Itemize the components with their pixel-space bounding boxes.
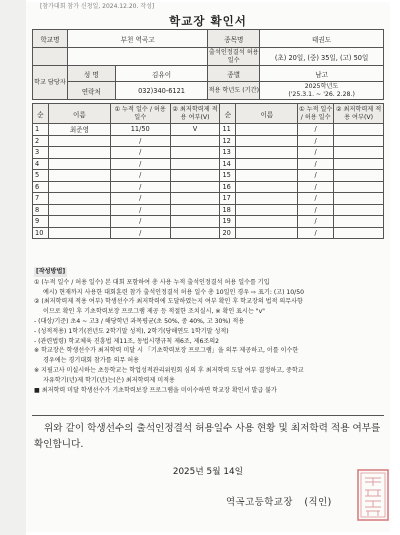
row-name <box>48 193 110 205</box>
period-year: 2025학년도 <box>304 83 339 90</box>
table-row <box>33 181 384 193</box>
table-row <box>33 147 384 159</box>
principal-signature <box>226 494 332 508</box>
row-no: 18 <box>220 204 236 216</box>
row-days: / <box>110 181 170 193</box>
row-min-check <box>170 158 220 170</box>
sport-label: 종목명 <box>208 30 260 48</box>
allowed-days-label: 출석인정결석 허용 일수 <box>208 49 259 64</box>
col-days: ① 누적 일수 / 허용 일수 <box>110 104 170 124</box>
note-5: - (관련법령) 학교체육 진흥법 제11조, 동법시행규칙 제6조, 제6조의2 <box>34 337 220 345</box>
school-name-label: 학교명 <box>33 30 68 48</box>
category-value: 남고 <box>260 66 384 82</box>
note-2-cont: 이므로 확인 후 기초학력보장 프로그램 제공 등 적절한 조치실시, ※ 확인 표시는 "v" <box>43 308 265 316</box>
row-no: 4 <box>33 158 49 170</box>
row-name <box>236 147 298 159</box>
note-1: ① (누적 일수 / 허용 일수) 본 대회 포함하여 총 사용 누적 출석인정결석 허용 일수를 기입 <box>34 278 270 286</box>
note-3: - (대상/기준) 초4 ~ 고3 / 해당학년 과목평균(초 50%, 중 40%, 고 30%) 적용 <box>34 317 245 325</box>
row-days: / <box>298 181 334 193</box>
row-name <box>236 216 298 228</box>
row-min-check <box>170 204 220 216</box>
row-no: 8 <box>33 204 49 216</box>
row-min-check <box>170 147 220 159</box>
row-days: / <box>110 193 170 205</box>
col-name: 이름 <box>48 104 110 124</box>
row-min-check <box>334 216 384 228</box>
col-min: ② 최저학력제 적용 여부(V) <box>170 104 220 124</box>
document-title: 학교장 확인서 <box>169 14 247 28</box>
note-6-cont: 경우에는 경기대회 참가를 의무 허용 <box>43 357 140 365</box>
table-row <box>33 204 384 216</box>
row-no: 11 <box>220 124 236 136</box>
note-7: ※ 지필고사 미실시하는 초등학교는 학업성적관리위원회 심의 후 최저학력 도달 여부 결정하고, 중학교 <box>34 366 304 374</box>
row-days: / <box>110 158 170 170</box>
row-no: 7 <box>33 193 49 205</box>
teacher-label: 학교 담당자 <box>33 66 68 100</box>
row-min-check <box>334 193 384 205</box>
note-2: ② (최저학력제 적용 여부) 학생선수가 최저학력에 도달하였는지 여부 확인 후 학교장의 법적 의무사항 <box>34 298 303 306</box>
row-name <box>48 135 110 147</box>
desk-edge <box>0 0 26 535</box>
header-strip: [참가대회 참가 신청일, 2024.12.20. 작성] <box>40 3 155 10</box>
col-no: 순 <box>33 104 49 124</box>
category-label: 종별 <box>208 66 260 82</box>
row-min-check <box>170 216 220 228</box>
table-row <box>33 193 384 205</box>
period-label: 적용 학년도 (기간) <box>208 82 260 100</box>
row-min-check <box>334 170 384 182</box>
row-no: 12 <box>220 135 236 147</box>
col-name-2: 이름 <box>236 104 298 124</box>
document-page <box>26 2 390 532</box>
contact-label: 연락처 <box>67 82 115 100</box>
row-name <box>48 227 110 239</box>
row-no: 10 <box>33 227 49 239</box>
note-7-cont: 자유학기(년)제 학기(년)는(은) 최저학력제 미적용 <box>43 376 175 384</box>
school-principal: 역곡고등학교장 <box>226 497 293 508</box>
row-name <box>48 158 110 170</box>
teacher-name: 김유이 <box>115 66 208 82</box>
row-name <box>48 216 110 228</box>
row-min-check <box>170 227 220 239</box>
row-min-check <box>334 124 384 136</box>
school-seal-stamp <box>356 468 390 522</box>
row-name <box>48 181 110 193</box>
row-min-check <box>170 181 220 193</box>
row-no: 16 <box>220 181 236 193</box>
row-min-check <box>170 170 220 182</box>
confirmation-statement: 위와 같이 학생선수의 출석인정결석 허용일수 사용 현황 및 최저학력 적용 여부를 확인합니다. <box>34 423 381 450</box>
col-min-2: ② 최저학력제 적용 여부(V) <box>334 104 384 124</box>
row-min-check <box>334 135 384 147</box>
note-4: - (성적적용) 1학기(전년도 2학기말 성적), 2학기(당해연도 1학기말 성적) <box>34 327 229 335</box>
table-row <box>33 227 384 239</box>
row-days: / <box>298 135 334 147</box>
row-days: / <box>298 193 334 205</box>
row-min-check <box>334 227 384 239</box>
row-min-check: V <box>170 124 220 136</box>
row-no: 15 <box>220 170 236 182</box>
row-min-check <box>170 193 220 205</box>
note-8: ■ 최저학력 미달 학생선수가 기초학력보장 프로그램을 미이수하면 학교장 확인서 발급 불가 <box>34 386 277 394</box>
attendance-records-table <box>32 103 384 239</box>
row-days: / <box>110 147 170 159</box>
table-row <box>33 135 384 147</box>
row-name <box>236 204 298 216</box>
period-range: ('25.3.1. ~ '26. 2.28.) <box>288 90 355 98</box>
row-no: 20 <box>220 227 236 239</box>
col-days-2: ① 누적 일수 / 허용 일수 <box>298 104 334 124</box>
row-no: 2 <box>33 135 49 147</box>
row-no: 6 <box>33 181 49 193</box>
writing-instructions <box>34 267 386 395</box>
contact-value: 032)340-6121 <box>115 82 208 100</box>
row-name <box>236 193 298 205</box>
period-value <box>260 82 384 100</box>
row-days: / <box>298 158 334 170</box>
row-no: 13 <box>220 147 236 159</box>
school-info-table <box>32 29 384 100</box>
row-days: / <box>110 216 170 228</box>
row-min-check <box>334 204 384 216</box>
row-days: / <box>298 124 334 136</box>
note-1-example: 예시) 현재까지 사용한 대회훈련 참가 출석인정결석 허용 일수 총 10일인 경우 ⇨ 표기: (고) 10/50 <box>43 288 304 296</box>
row-days: / <box>298 170 334 182</box>
row-no: 14 <box>220 158 236 170</box>
row-days: / <box>298 216 334 228</box>
row-no: 5 <box>33 170 49 182</box>
row-name: 최준영 <box>48 124 110 136</box>
issue-date: 2025년 5월 14일 <box>172 467 244 477</box>
row-name <box>236 227 298 239</box>
row-name <box>236 124 298 136</box>
note-6: ※ 학교장은 학생선수가 최저학력 미달 시 「기초학력보장 프로그램」을 의무 제공하고, 이를 이수한 <box>34 347 299 355</box>
row-no: 3 <box>33 147 49 159</box>
row-days: / <box>110 227 170 239</box>
table-row <box>33 124 384 136</box>
row-name <box>236 158 298 170</box>
row-name <box>48 170 110 182</box>
row-name <box>236 135 298 147</box>
row-days: / <box>110 135 170 147</box>
row-days: / <box>110 204 170 216</box>
row-days: / <box>298 227 334 239</box>
row-name <box>236 170 298 182</box>
row-days: 11/50 <box>110 124 170 136</box>
school-name: 부천 역곡고 <box>67 30 208 48</box>
row-name <box>48 204 110 216</box>
row-no: 1 <box>33 124 49 136</box>
row-days: / <box>298 204 334 216</box>
seal-mark: (직인) <box>304 497 332 508</box>
instructions-heading: [작성방법] <box>36 268 66 275</box>
allowed-days-value: (초) 20일, (중) 35일, (고) 50일 <box>260 48 384 66</box>
row-days: / <box>298 147 334 159</box>
divider <box>32 415 384 416</box>
row-min-check <box>170 135 220 147</box>
table-row <box>33 170 384 182</box>
row-min-check <box>334 181 384 193</box>
row-min-check <box>334 158 384 170</box>
row-min-check <box>334 147 384 159</box>
col-no-2: 순 <box>220 104 236 124</box>
name-label: 성 명 <box>67 66 115 82</box>
row-no: 19 <box>220 216 236 228</box>
row-name <box>48 147 110 159</box>
row-no: 17 <box>220 193 236 205</box>
row-days: / <box>110 170 170 182</box>
sport-value: 태권도 <box>260 30 384 48</box>
row-name <box>236 181 298 193</box>
row-no: 9 <box>33 216 49 228</box>
table-row <box>33 216 384 228</box>
table-row <box>33 158 384 170</box>
